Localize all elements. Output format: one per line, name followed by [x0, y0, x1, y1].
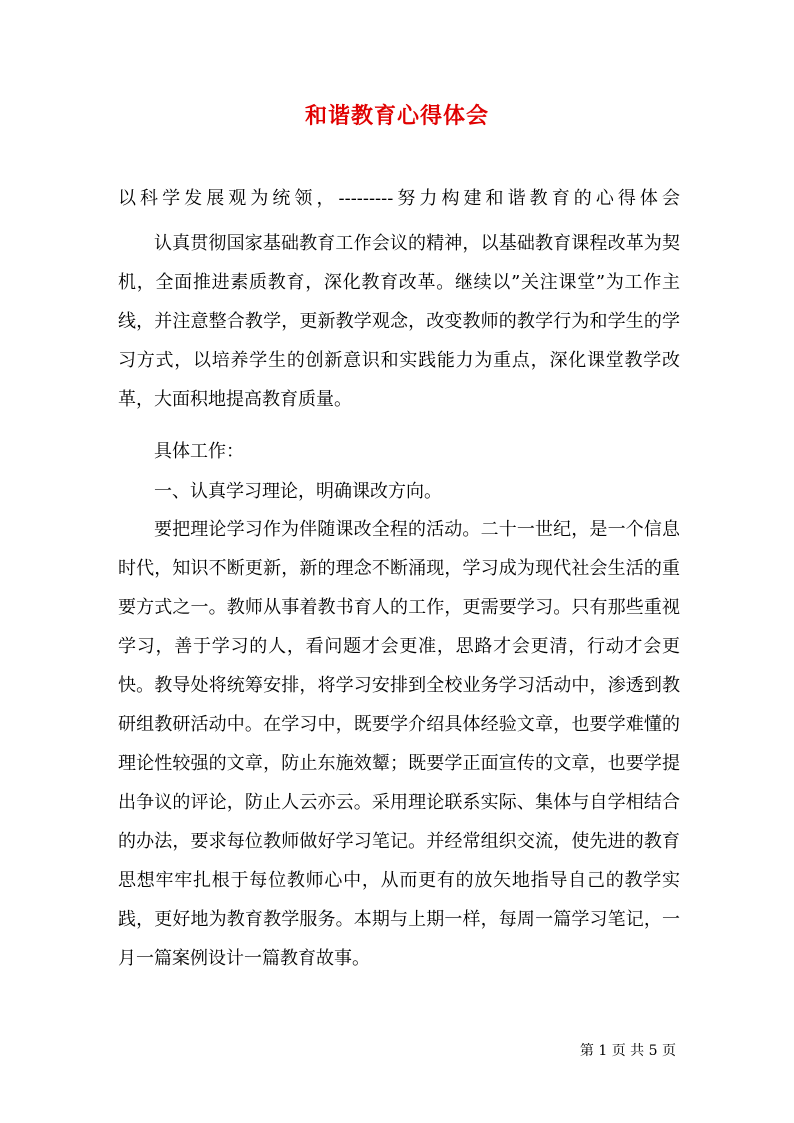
page-number-footer: 第 1 页 共 5 页: [579, 1043, 676, 1059]
paragraph-theory-study: 要把理论学习作为伴随课改全程的活动。二十一世纪，是一个信息时代，知识不断更新，新的理念不断涌现，学习成为现代社会生活的重要方式之一。教师从事着教书育人的工作，更需要学习。只有那些重视学习，善于学习的人，看问题才会更准，思路才会更清，行动才会更快。教导处将统筹安排，将学习安排到全校业务学习活动中，渗透到教研组教研活动中。在学习中，既要学介绍具体经验文章，也要学难懂的理论性较强的文章，防止东施效颦；既要学正面宣传的文章，也要学提出争议的评论，防止人云亦云。采用理论联系实际、集体与自学相结合的办法，要求每位教师做好学习笔记。并经常组织交流，使先进的教育思想牢牢扎根于每位教师心中，从而更有的放矢地指导自己的教学实践，更好地为教育教学服务。本期与上期一样，每周一篇学习笔记，一月一篇案例设计一篇教育故事。: [118, 519, 680, 969]
document-subtitle: 以科学发展观为统领，---------努力构建和谐教育的心得体会: [118, 188, 680, 209]
paragraph-intro: 认真贯彻国家基础教育工作会议的精神，以基础教育课程改革为契机，全面推进素质教育，深化教育改革。继续以”关注课堂”为工作主线，并注意整合教学，更新教学观念，改变教师的教学行为和学生的学习方式，以培养学生的创新意识和实践能力为重点，深化课堂教学改革，大面积地提高教育质量。: [118, 233, 680, 410]
document-title: 和谐教育心得体会: [304, 103, 489, 129]
section-heading-1: 一、认真学习理论，明确课改方向。: [154, 481, 442, 502]
paragraph-specific-work: 具体工作：: [154, 441, 244, 462]
